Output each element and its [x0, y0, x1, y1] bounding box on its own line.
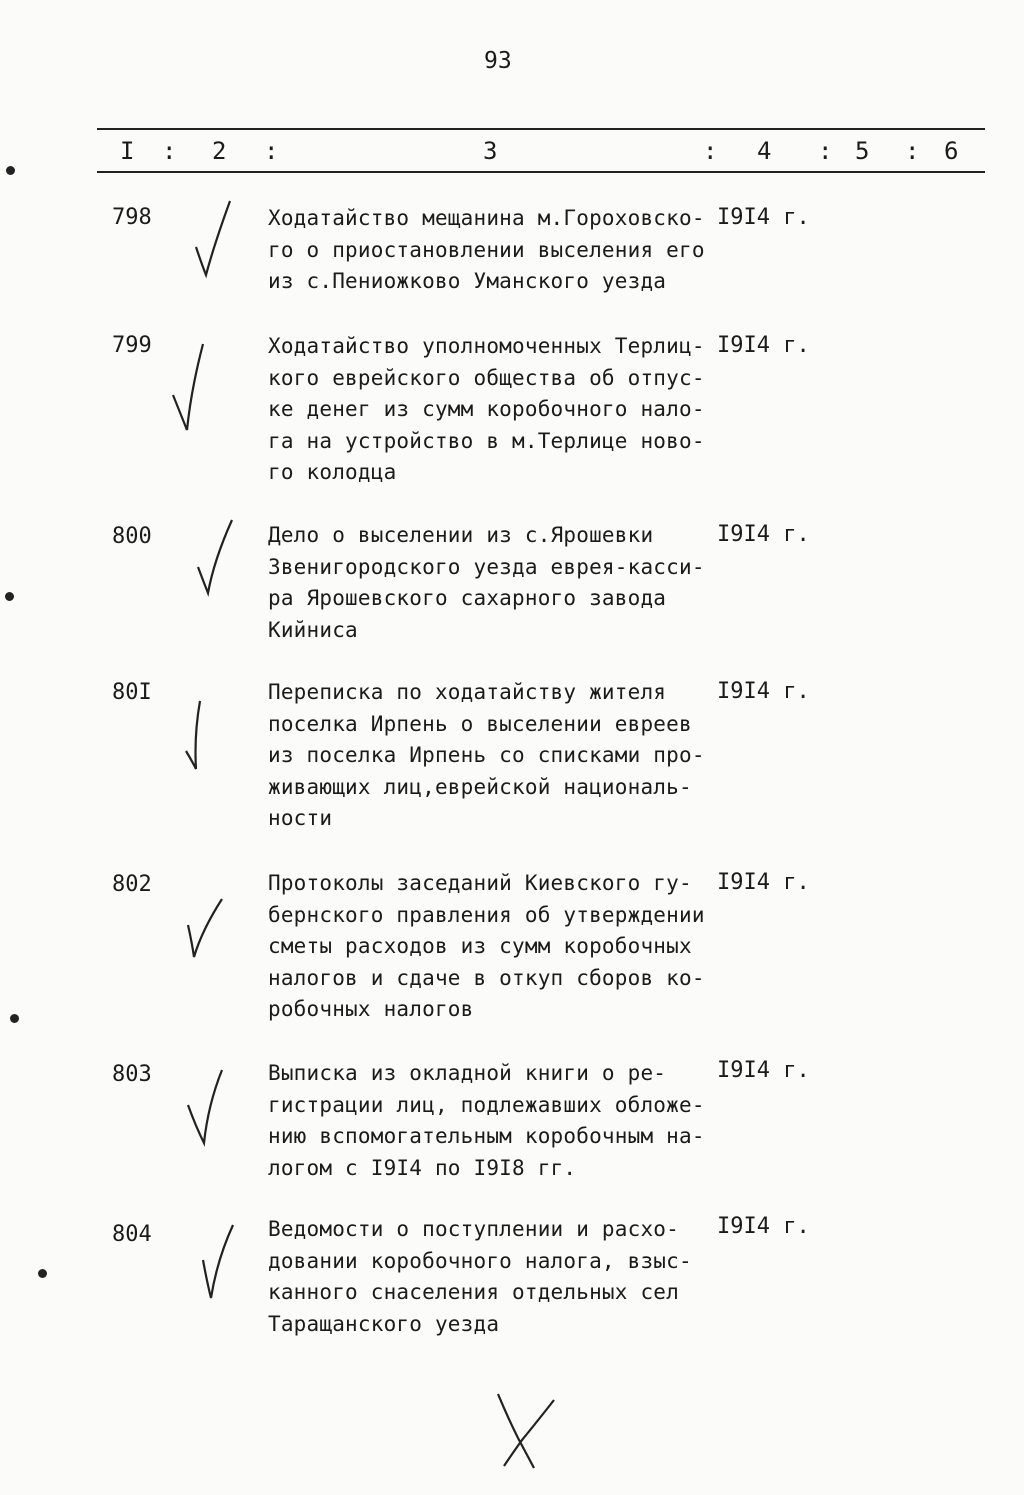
entry-text-line: Переписка по ходатайству жителя	[268, 680, 667, 704]
entry-number: 80I	[112, 680, 152, 705]
entry-date: I9I4 г.	[717, 1214, 810, 1239]
entry-date: I9I4 г.	[717, 679, 810, 704]
check-mark-icon	[180, 895, 230, 965]
entry-text-line: из поселка Ирпень со списками про-	[268, 743, 705, 767]
column-header-4: 4	[757, 137, 772, 165]
column-separator: :	[162, 137, 177, 165]
check-mark-icon	[180, 1065, 230, 1150]
punch-hole	[10, 1014, 19, 1023]
column-separator: :	[905, 137, 920, 165]
handwritten-cross-mark-icon	[488, 1388, 568, 1478]
entry-date: I9I4 г.	[717, 522, 810, 547]
check-mark-icon	[190, 515, 240, 600]
entry-number: 804	[112, 1222, 152, 1247]
entry-text-line: нию вспомогательным коробочным на-	[268, 1124, 705, 1148]
check-mark-icon	[165, 340, 215, 440]
entry-text-line: ра Ярошевского сахарного завода	[268, 586, 667, 610]
entry-text-line: го о приостановлении выселения его	[268, 237, 705, 262]
entry-text-line: кого еврейского общества об отпус-	[268, 365, 705, 390]
entry-description	[268, 677, 718, 835]
table-header-bottom-rule	[97, 171, 985, 173]
entry-text-line: поселка Ирпень о выселении евреев	[268, 711, 692, 736]
punch-hole	[6, 166, 15, 175]
entry-text-line: довании коробочного налога, взыс-	[268, 1248, 692, 1273]
entry-date: I9I4 г.	[717, 205, 810, 230]
entry-text-line: Звенигородского уезда еврея-касси-	[268, 554, 705, 579]
entry-text-line: Кийниса	[268, 617, 358, 642]
entry-text-line: сметы расходов из сумм коробочных	[268, 934, 692, 958]
check-mark-icon	[180, 695, 210, 775]
entry-description	[268, 331, 718, 489]
entry-date: I9I4 г.	[717, 870, 810, 895]
check-mark-icon	[190, 195, 240, 285]
entry-text-line: робочных налогов	[268, 997, 474, 1021]
entry-text-line: Ходатайство уполномоченных Терлиц-	[268, 334, 705, 358]
column-header-6: 6	[944, 137, 959, 165]
punch-hole	[5, 592, 14, 601]
entry-text-line: Ведомости о поступлении и расхо-	[268, 1217, 679, 1241]
entry-text-line: гистрации лиц, подлежавших обложе-	[268, 1092, 705, 1117]
check-mark-icon	[195, 1220, 240, 1305]
punch-hole	[38, 1269, 47, 1278]
entry-text-line: Таращанского уезда	[268, 1311, 500, 1336]
page-number: 93	[484, 48, 512, 74]
table-header-top-rule	[97, 128, 985, 130]
entry-text-line: живающих лиц,еврейской националь-	[268, 774, 692, 799]
entry-description	[268, 520, 718, 646]
entry-date: I9I4 г.	[717, 1058, 810, 1083]
entry-description	[268, 868, 718, 1026]
entry-number: 802	[112, 872, 152, 897]
column-header-1: I	[120, 137, 135, 165]
entry-text-line: Выписка из окладной книги о ре-	[268, 1061, 667, 1085]
entry-text-line: Ходатайство мещанина м.Гороховско-	[268, 206, 705, 230]
entry-text-line: бернского правления об утверждении	[268, 902, 705, 927]
entry-text-line: налогов и сдаче в откуп сборов ко-	[268, 965, 705, 990]
entry-text-line: ке денег из сумм коробочного нало-	[268, 397, 705, 421]
column-separator: :	[264, 137, 279, 165]
entry-text-line: ности	[268, 806, 333, 830]
entry-number: 798	[112, 205, 152, 230]
entry-number: 803	[112, 1062, 152, 1087]
entry-description	[268, 1058, 718, 1184]
entry-text-line: канного снаселения отдельных сел	[268, 1280, 679, 1304]
entry-date: I9I4 г.	[717, 333, 810, 358]
entry-number: 799	[112, 333, 152, 358]
entry-number: 800	[112, 524, 152, 549]
column-header-3: 3	[483, 137, 498, 165]
entry-text-line: Дело о выселении из с.Ярошевки	[268, 523, 654, 547]
entry-text-line: логом с I9I4 по I9I8 гг.	[268, 1155, 577, 1180]
column-separator: :	[703, 137, 718, 165]
entry-description	[268, 1214, 718, 1340]
entry-text-line: га на устройство в м.Терлице ново-	[268, 428, 705, 453]
column-header-2: 2	[212, 137, 227, 165]
entry-text-line: из с.Пениожково Уманского уезда	[268, 269, 667, 293]
entry-text-line: Протоколы заседаний Киевского гу-	[268, 871, 692, 895]
column-separator: :	[818, 137, 833, 165]
column-header-5: 5	[855, 137, 870, 165]
entry-text-line: го колодца	[268, 460, 397, 484]
entry-description	[268, 203, 718, 298]
